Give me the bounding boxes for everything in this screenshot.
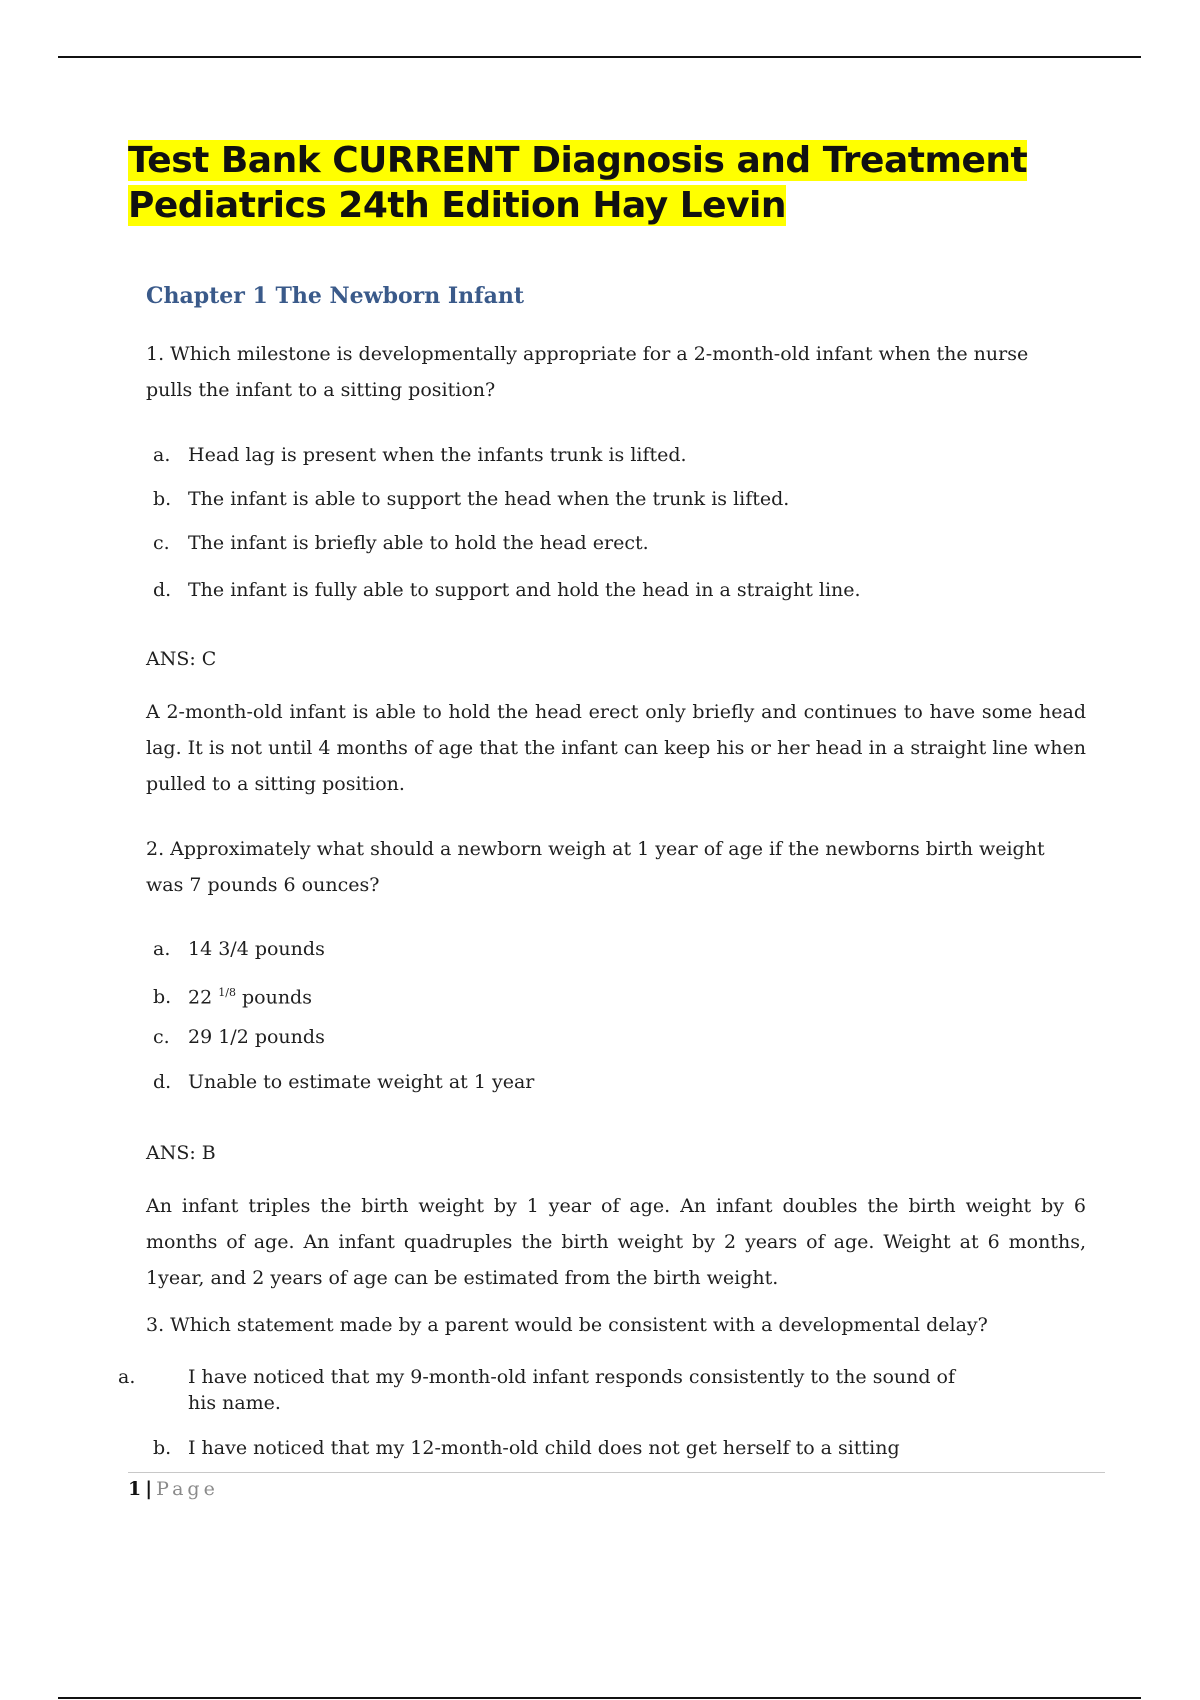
option-text: Unable to estimate weight at 1 year [188,1071,535,1093]
question-2-answer: ANS: B [146,1142,216,1164]
option-letter: b. [153,1437,172,1459]
option-text: The infant is able to support the head when the trunk is lifted. [188,488,790,510]
page-label: Page [156,1478,219,1500]
option-text: I have noticed that my 12-month-old child does not get herself to a sitting [188,1437,900,1459]
question-2-option-b [153,979,312,1011]
option-letter: b. [153,986,172,1009]
question-2-option-a [153,935,325,963]
question-2-text: 2. Approximately what should a newborn weigh at 1 year of age if the newborns birth weight was 7 pounds 6 ounces? [146,838,1045,896]
question-1-option-d [153,576,861,604]
title-line-2: Pediatrics 24th Edition Hay Levin [128,185,787,226]
option-letter: a. [118,1366,136,1388]
question-1-option-c [153,529,649,557]
document-title [128,138,1027,228]
footer-separator: | [145,1478,153,1500]
option-letter: c. [153,1026,170,1048]
footer-rule [128,1472,1105,1473]
question-3-option-b [153,1434,900,1462]
option-letter: d. [153,1071,172,1093]
question-2-option-d [153,1068,534,1096]
option-text: 14 3/4 pounds [188,938,325,960]
question-1-text: 1. Which milestone is developmentally appropriate for a 2-month-old infant when the nurse pulls the infant to a sitting position? [146,343,1029,401]
title-line-1: Test Bank CURRENT Diagnosis and Treatment [128,140,1028,181]
option-fraction: 1/8 [218,986,236,999]
question-1-rationale: A 2-month-old infant is able to hold the head erect only briefly and continues to have some head lag. It is not until 4 months of age that the infant can keep his or her head in a straight line when pulled to a sitting position. [146,701,1086,795]
question-1-option-a [153,441,687,469]
question-3-option-a [118,1364,988,1416]
option-letter: a. [153,938,171,960]
chapter-heading: Chapter 1 The Newborn Infant [146,283,525,309]
option-text: 22 [188,986,213,1009]
option-text: 29 1/2 pounds [188,1026,325,1048]
option-letter: a. [153,444,171,466]
top-rule [58,56,1141,58]
option-text: The infant is fully able to support and hold the head in a straight line. [188,579,861,601]
question-1-option-b [153,485,789,513]
option-suffix: pounds [235,986,312,1009]
option-letter: c. [153,532,170,554]
bottom-rule [58,1697,1141,1699]
page-footer [128,1478,219,1500]
option-text: Head lag is present when the infants trunk is lifted. [188,444,687,466]
option-letter: b. [153,488,172,510]
option-letter: d. [153,579,172,601]
page-number: 1 [128,1478,142,1500]
question-1-answer: ANS: C [146,648,217,670]
question-2-rationale: An infant triples the birth weight by 1 year of age. An infant doubles the birth weight by 6 months of age. An infant quadruples the birth weight by 2 years of age. Weight at 6 months, 1year, and 2 years of age can be estimated from the birth weight. [146,1195,1086,1289]
option-text: I have noticed that my 9-month-old infant responds consistently to the sound of his name. [188,1366,956,1414]
option-text: The infant is briefly able to hold the head erect. [188,532,649,554]
question-2-option-c [153,1023,325,1051]
question-3-text: 3. Which statement made by a parent would be consistent with a developmental delay? [146,1314,988,1336]
